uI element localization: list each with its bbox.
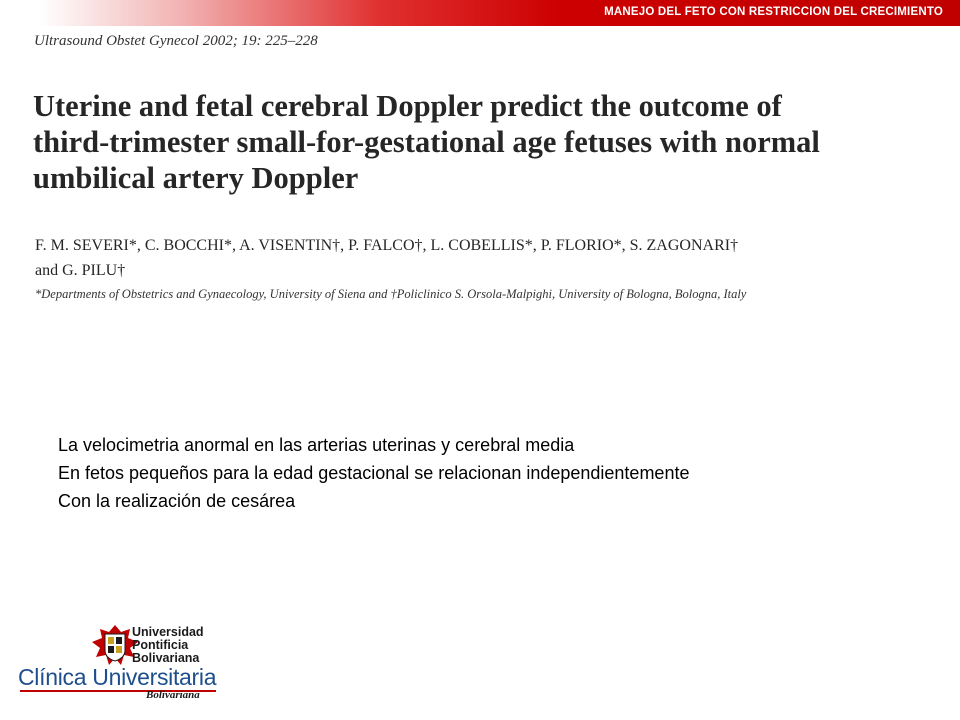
clinic-subtitle: Bolivariana <box>146 689 200 701</box>
authors-line: F. M. SEVERI*, C. BOCCHI*, A. VISENTIN†, P. FALCO†, L. COBELLIS*, P. FLORIO*, S. ZAGONARI† <box>35 237 739 254</box>
authors-line: and G. PILU† <box>35 262 126 279</box>
slide-header-title: MANEJO DEL FETO CON RESTRICCION DEL CRECIMIENTO <box>604 6 943 18</box>
paper-title-line: third-trimester small-for-gestational age fetuses with normal <box>33 125 820 159</box>
paper-title-line: umbilical artery Doppler <box>33 161 359 195</box>
paper-authors <box>35 233 738 283</box>
summary-line: En fetos pequeños para la edad gestacional se relacionan independientemente <box>58 463 690 483</box>
university-name-line: Bolivariana <box>132 651 200 665</box>
clinic-name: Clínica Universitaria <box>18 664 217 690</box>
paper-title-line: Uterine and fetal cerebral Doppler predict the outcome of <box>33 89 782 123</box>
header-bar <box>0 0 960 26</box>
university-name-line: Pontificia <box>132 638 189 652</box>
journal-citation: Ultrasound Obstet Gynecol 2002; 19: 225–228 <box>34 33 318 49</box>
summary-line: Con la realización de cesárea <box>58 491 296 511</box>
university-name <box>132 626 204 665</box>
slide-summary <box>58 431 689 515</box>
paper-affiliation: *Departments of Obstetrics and Gynaecology, University of Siena and †Policlinico S. Orsola-Malpighi, University of Bologna, Bologna, Italy <box>35 287 747 301</box>
paper-excerpt <box>18 26 913 315</box>
paper-title <box>33 88 903 196</box>
clinica-universitaria-logo <box>14 620 234 710</box>
summary-line: La velocimetria anormal en las arterias uterinas y cerebral media <box>58 435 575 455</box>
university-name-line: Universidad <box>132 625 204 639</box>
